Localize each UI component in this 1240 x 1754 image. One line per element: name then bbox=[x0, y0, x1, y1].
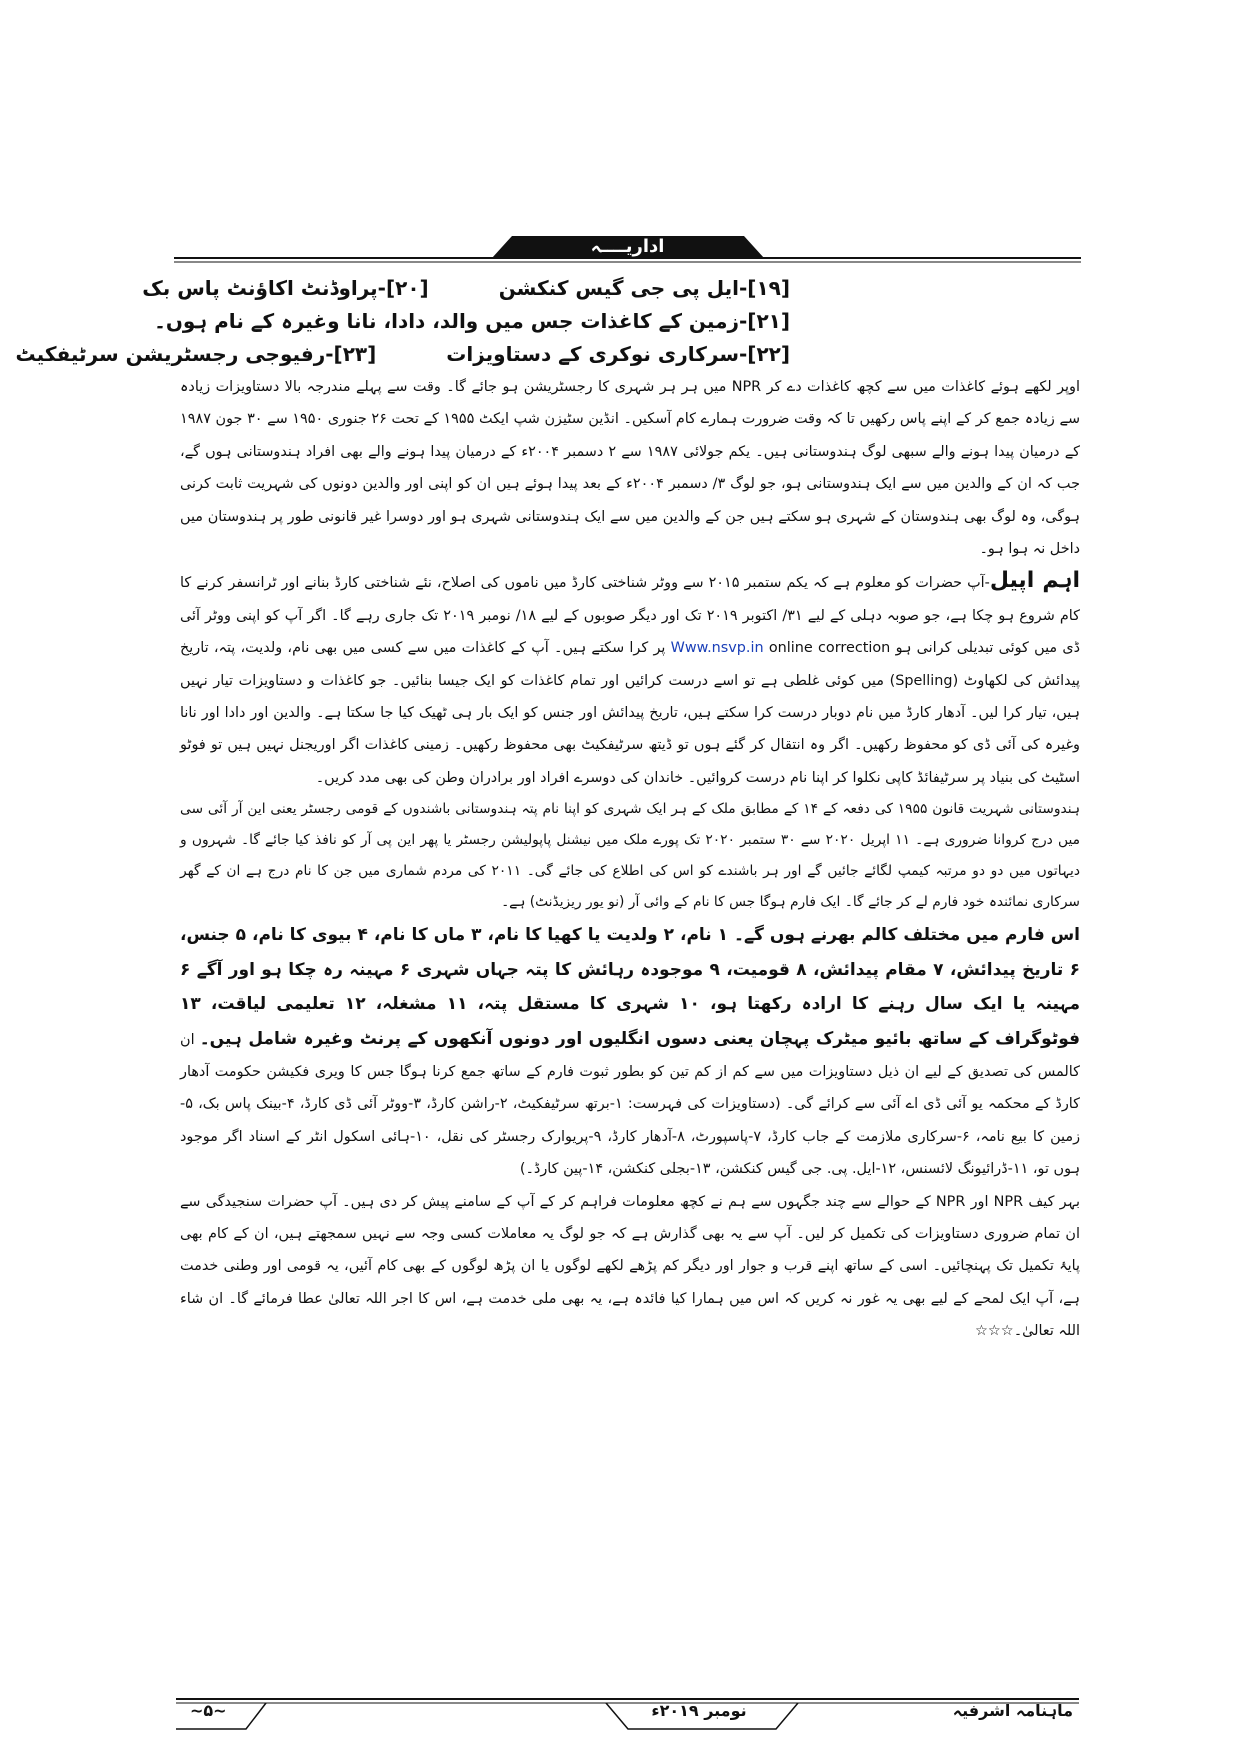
paragraph-conclusion bbox=[180, 1186, 1080, 1348]
header-title: اداریــــہ bbox=[590, 236, 665, 257]
list-item-21: [۲۱]-زمین کے کاغذات جس میں والد، دادا، نانا وغیرہ کے نام ہوں۔ bbox=[154, 309, 790, 333]
list-item-20: [۲۰]-پراوڈنٹ اکاؤنٹ پاس بک bbox=[142, 276, 429, 300]
list-item-19: [۱۹]-ایل پی جی گیس کنکشن bbox=[498, 276, 790, 300]
paragraph-important-appeal bbox=[180, 565, 1080, 794]
list-row-1 bbox=[142, 272, 1080, 305]
form-documents-list: ان کالمس کی تصدیق کے لیے ان ذیل دستاویزات میں سے کم از کم تین کو بطور ثبوت فارم کے ساتھ جمع کرنا ہوگا جس کا ویری فکیشن حکومت آدھار کارڈ کے محکمہ یو آئی ڈی اے آئی سے کرائے گی۔ (دستاویزات کی فہرست: ۱-برتھ سرٹیفکیٹ، ۲-راشن کارڈ، ۳-ووٹر آئی ڈی کارڈ، ۴-بینک پاس بک، ۵-زمین کا بیع نامہ، ۶-سرکاری ملازمت کے جاب کارڈ، ۷-پاسپورٹ، ۸-آدھار کارڈ، ۹-پریوارک رجسٹر کی نقل، ۱۰-ہائی اسکول انٹر کے اسناد اگر موجود ہوں تو، ۱۱-ڈرائیونگ لائسنس، ۱۲-ایل. پی. جی گیس کنکشن، ۱۳-بجلی کنکشن، ۱۴-پین کارڈ۔) bbox=[180, 1031, 1081, 1178]
stars-ornament: ☆☆☆ bbox=[975, 1323, 1014, 1340]
article-body bbox=[15, 272, 1081, 1687]
list-item-22: [۲۲]-سرکاری نوکری کے دستاویزات bbox=[446, 342, 790, 366]
paragraph-npr-intro: اوپر لکھے ہوئے کاغذات میں سے کچھ کاغذات دے کر NPR میں ہر ہر شہری کا رجسٹریشن ہو جائے گا۔ وقت سے پہلے مندرجہ بالا دستاویزات زیادہ سے زیادہ جمع کر کے اپنے پاس رکھیں تا کہ وقت ضرورت ہمارے کام آسکیں۔ انڈین سٹیزن شپ ایکٹ ۱۹۵۵ کے تحت ۲۶ جنوری ۱۹۵۰ سے ۳۰ جون ۱۹۸۷ کے درمیان پیدا ہونے والے سبھی لوگ ہندوستانی ہیں۔ یکم جولائی ۱۹۸۷ سے ۲ دسمبر ۲۰۰۴ء کے درمیان پیدا ہونے والے بھی افراد ہندوستانی ہوں گے، جب کہ ان کے والدین میں سے ایک ہندوستانی ہو، جو لوگ ۳/ دسمبر ۲۰۰۴ء کے بعد پیدا ہوئے ہیں ان کو اپنی اور والدین دونوں کی شہریت ثابت کرنی ہوگی، وہ لوگ بھی ہندوستان کے شہری ہو سکتے ہیں جن کے والدین میں سے ایک ہندوستانی شہری ہو اور دوسرا غیر قانونی طور پر ہندوستان میں داخل نہ ہوا ہو۔ bbox=[180, 379, 1081, 558]
footer-magazine-name: ماہنامہ اشرفیہ bbox=[952, 1701, 1073, 1720]
paragraph-citizenship-law: ہندوستانی شہریت قانون ۱۹۵۵ کی دفعہ کے ۱۴ کے مطابق ملک کے ہر ایک شہری کو اپنا نام پتہ ہندوستانی باشندوں کے قومی رجسٹر یعنی این آر آئی سی میں درج کروانا ضروری ہے۔ ۱۱ اپریل ۲۰۲۰ سے ۳۰ ستمبر ۲۰۲۰ تک پورے ملک میں نیشنل پاپولیشن رجسٹر یا پھر این پی آر کو نافذ کیا جائے گا۔ شہروں و دیہاتوں میں دو دو مرتبہ کیمپ لگائے جائیں گے اور ہر باشندے کو اس کی اطلاع کی جائے گی۔ ۲۰۱۱ کی مردم شماری میں جن کا نام درج ہے ان کے گھر سرکاری نمائندہ خود فارم لے کر جائے گا۔ ایک فارم ہوگا جس کا نام کے وائی آر (نو یور ریزیڈنٹ) ہے۔ bbox=[180, 801, 1081, 911]
page-footer bbox=[176, 1697, 1079, 1731]
editorial-header bbox=[174, 234, 1081, 264]
page-number: ~۵~ bbox=[190, 1701, 227, 1720]
list-row-2 bbox=[154, 305, 1080, 338]
paragraph-form-columns bbox=[180, 918, 1080, 1185]
conclusion-text: بہر کیف NPR اور NPR کے حوالے سے چند جگہوں سے ہم نے کچھ معلومات فراہم کر کے آپ کے سامنے پیش کر دی ہیں۔ آپ حضرات سنجیدگی سے ان تمام ضروری دستاویزات کی تکمیل کر لیں۔ آپ سے یہ بھی گذارش ہے کہ جو لوگ یہ معاملات کسی وجہ سے نہیں سمجھتے ہیں، ان کے کام بھی پایۂ تکمیل تک پہنچائیں۔ اسی کے ساتھ اپنے قرب و جوار اور دیگر کم پڑھے لکھے لوگوں یا ان پڑھ لوگوں کے بھی کام آئیں، یہ قومی اور وطنی خدمت ہے، آپ ایک لمحے کے لیے بھی یہ غور نہ کریں کہ اس میں ہمارا کیا فائدہ ہے، یہ بھی ملی خدمت ہے، اس کا اجر اللہ تعالیٰ عطا فرمائے گا۔ ان شاء اللہ تعالیٰ۔ bbox=[180, 1193, 1081, 1340]
nsvp-link[interactable]: Www.nsvp.in bbox=[670, 640, 764, 657]
footer-date: نومبر ۲۰۱۹ء bbox=[651, 1701, 747, 1720]
appeal-heading: اہم اپیل bbox=[989, 568, 1080, 594]
list-item-23: [۲۳]-رفیوجی رجسٹریشن سرٹیفکیٹ bbox=[15, 342, 377, 366]
appeal-text-a: -آپ حضرات کو معلوم ہے کہ یکم ستمبر ۲۰۱۵ سے ووٹر شناختی کارڈ میں ناموں کی اصلاح، نئے شناختی کارڈ بنانے اور ٹرانسفر کرنے کا کام شروع ہو چکا ہے، جو صوبہ دہلی کے لیے ۳۱/ اکتوبر ۲۰۱۹ تک اور دیگر صوبوں کے لیے ۱۸/ نومبر ۲۰۱۹ تک جاری رہے گا۔ اگر آپ کو اپنی ووٹر آئی ڈی میں کوئی تبدیلی کرانی ہو bbox=[180, 575, 1081, 657]
form-columns-bold: اس فارم میں مختلف کالم بھرنے ہوں گے۔ ۱ نام، ۲ ولدیت یا کھیا کا نام، ۳ ماں کا نام، ۴ بیوی کا نام، ۵ جنس، ۶ تاریخ پیدائش، ۷ مقام پیدائش، ۸ قومیت، ۹ موجودہ رہائش کا پتہ جہاں شہری ۶ مہینہ رہ چکا ہو اور آگے ۶ مہینہ یا ایک سال رہنے کا ارادہ رکھتا ہو، ۱۰ شہری کا مستقل پتہ، ۱۱ مشغلہ، ۱۲ تعلیمی لیاقت، ۱۳ فوٹوگراف کے ساتھ بائیو میٹرک پہچان یعنی دسوں انگلیوں اور دونوں آنکھوں کے پرنٹ وغیرہ شامل ہیں۔ bbox=[180, 925, 1081, 1049]
list-row-3 bbox=[15, 338, 1080, 371]
appeal-text-b: online correction پر کرا سکتے ہیں۔ آپ کے کاغذات میں سے کسی میں بھی نام، ولدیت، پتہ، تاریخ پیدائش کی لکھاوٹ (Spelling) میں کوئی غلطی ہے تو اسے درست کرائیں اور تمام کاغذات کو ایک جیسا بنائیں۔ جو کاغذات و دستاویزات تیار نہیں ہیں، تیار کرا لیں۔ آدھار کارڈ میں نام دوبار درست کرا سکتے ہیں، تاریخ پیدائش اور جنس کو ایک بار ہی ٹھیک کیا جا سکتا ہے۔ والدین اور دادا اور نانا وغیرہ کی آئی ڈی کو محفوظ رکھیں۔ اگر وہ انتقال کر گئے ہوں تو ڈیتھ سرٹیفکیٹ بھی محفوظ رکھیں۔ زمینی کاغذات اگر اوریجنل نہیں ہیں تو فوٹو اسٹیٹ کی بنیاد پر سرٹیفائڈ کاپی نکلوا کر اپنا نام درست کروائیں۔ خاندان کی دوسرے افراد اور برادران وطن کی بھی مدد کریں۔ bbox=[180, 640, 1080, 786]
